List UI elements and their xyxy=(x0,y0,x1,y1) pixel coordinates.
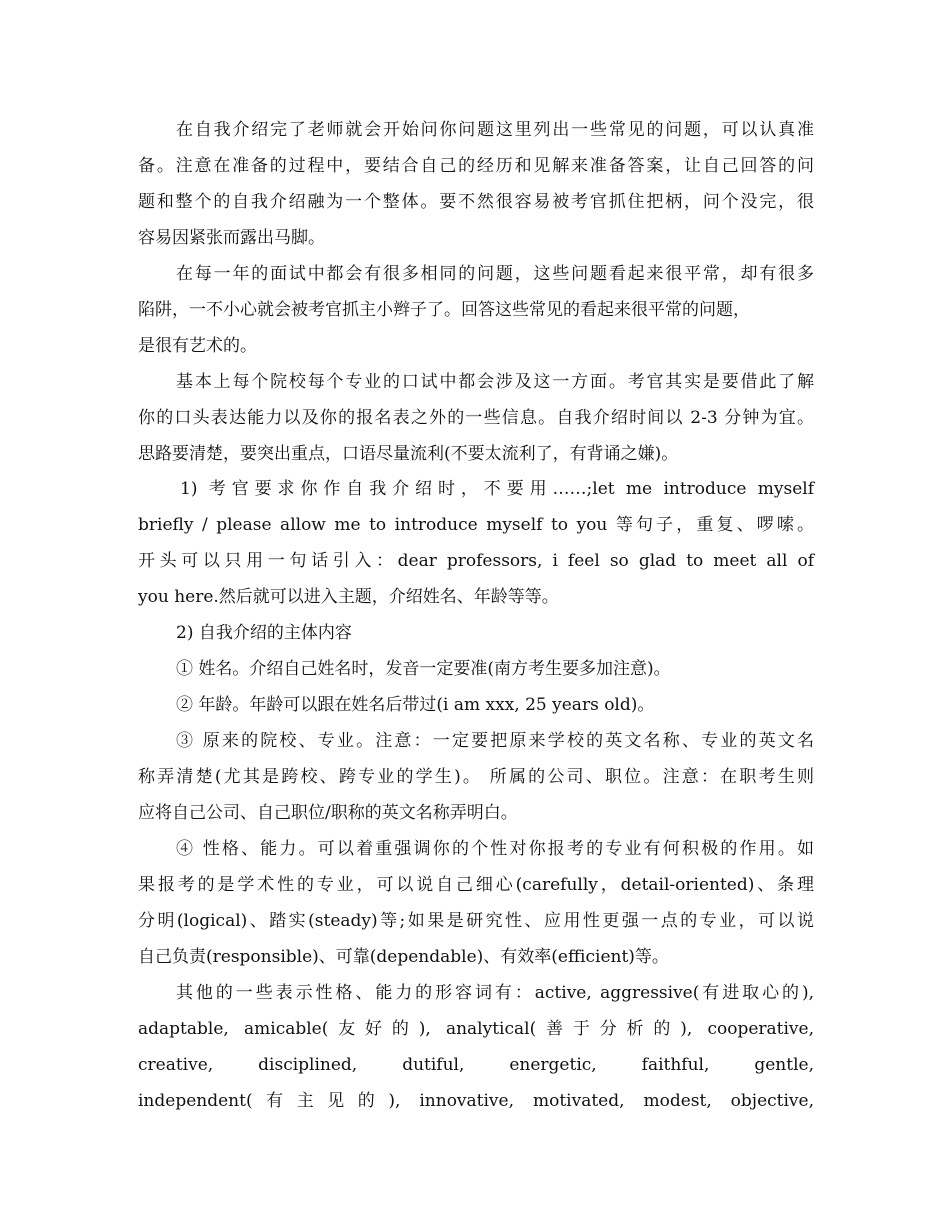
text-line: 题和整个的自我介绍融为一个整体。要不然很容易被考官抓住把柄，问个没完，很 xyxy=(138,192,814,212)
text-line: independent(有主见的), innovative, motivated, modest, objective, xyxy=(138,1091,814,1111)
text-line: briefly / please allow me to introduce myself to you 等句子，重复、啰嗦。 xyxy=(138,515,814,535)
text-line: 在每一年的面试中都会有很多相同的问题，这些问题看起来很平常，却有很多 xyxy=(176,264,814,284)
text-line: creative, disciplined, dutiful, energetic, faithful, gentle, xyxy=(138,1055,814,1075)
text-line: 果报考的是学术性的专业，可以说自己细心(carefully，detail-oriented)、条理 xyxy=(138,875,814,895)
list-item: ① 姓名。介绍自己姓名时，发音一定要准(南方考生要多加注意)。 xyxy=(176,659,671,679)
text-line: you here.然后就可以进入主题，介绍姓名、年龄等等。 xyxy=(138,587,559,607)
text-line: 其他的一些表示性格、能力的形容词有：active, aggressive(有进取心的), xyxy=(176,983,814,1003)
text-line: 在自我介绍完了老师就会开始问你问题这里列出一些常见的问题，可以认真准 xyxy=(176,120,814,140)
list-item: ② 年龄。年龄可以跟在姓名后带过(i am xxx, 25 years old)。 xyxy=(176,695,655,715)
list-item: ③ 原来的院校、专业。注意：一定要把原来学校的英文名称、专业的英文名 xyxy=(176,731,814,751)
text-line: 是很有艺术的。 xyxy=(138,336,257,356)
text-line: adaptable, amicable(友好的), analytical(善于分析的), cooperative, xyxy=(138,1019,814,1039)
text-line: 开头可以只用一句话引入：dear professors, i feel so glad to meet all of xyxy=(138,551,814,571)
text-line: 1) 考官要求你作自我介绍时，不要用……;let me introduce myself xyxy=(180,479,814,499)
list-heading: 2) 自我介绍的主体内容 xyxy=(176,623,352,643)
text-line: 容易因紧张而露出马脚。 xyxy=(138,228,325,248)
text-line: 你的口头表达能力以及你的报名表之外的一些信息。自我介绍时间以 2-3 分钟为宜。 xyxy=(138,408,814,428)
list-item: ④ 性格、能力。可以着重强调你的个性对你报考的专业有何积极的作用。如 xyxy=(176,839,814,859)
text-line: 备。注意在准备的过程中，要结合自己的经历和见解来准备答案，让自己回答的问 xyxy=(138,156,814,176)
text-line: 思路要清楚，要突出重点，口语尽量流利(不要太流利了，有背诵之嫌)。 xyxy=(138,444,679,464)
text-line: 基本上每个院校每个专业的口试中都会涉及这一方面。考官其实是要借此了解 xyxy=(176,372,814,392)
text-line: 应将自己公司、自己职位/职称的英文名称弄明白。 xyxy=(138,803,518,823)
text-line: 自己负责(responsible)、可靠(dependable)、有效率(efficient)等。 xyxy=(138,947,669,967)
text-line: 陷阱，一不小心就会被考官抓主小辫子了。回答这些常见的看起来很平常的问题， xyxy=(138,300,750,320)
text-line: 分明(logical)、踏实(steady)等;如果是研究性、应用性更强一点的专业，可以说 xyxy=(138,911,814,931)
text-line: 称弄清楚(尤其是跨校、跨专业的学生)。 所属的公司、职位。注意：在职考生则 xyxy=(138,767,814,787)
